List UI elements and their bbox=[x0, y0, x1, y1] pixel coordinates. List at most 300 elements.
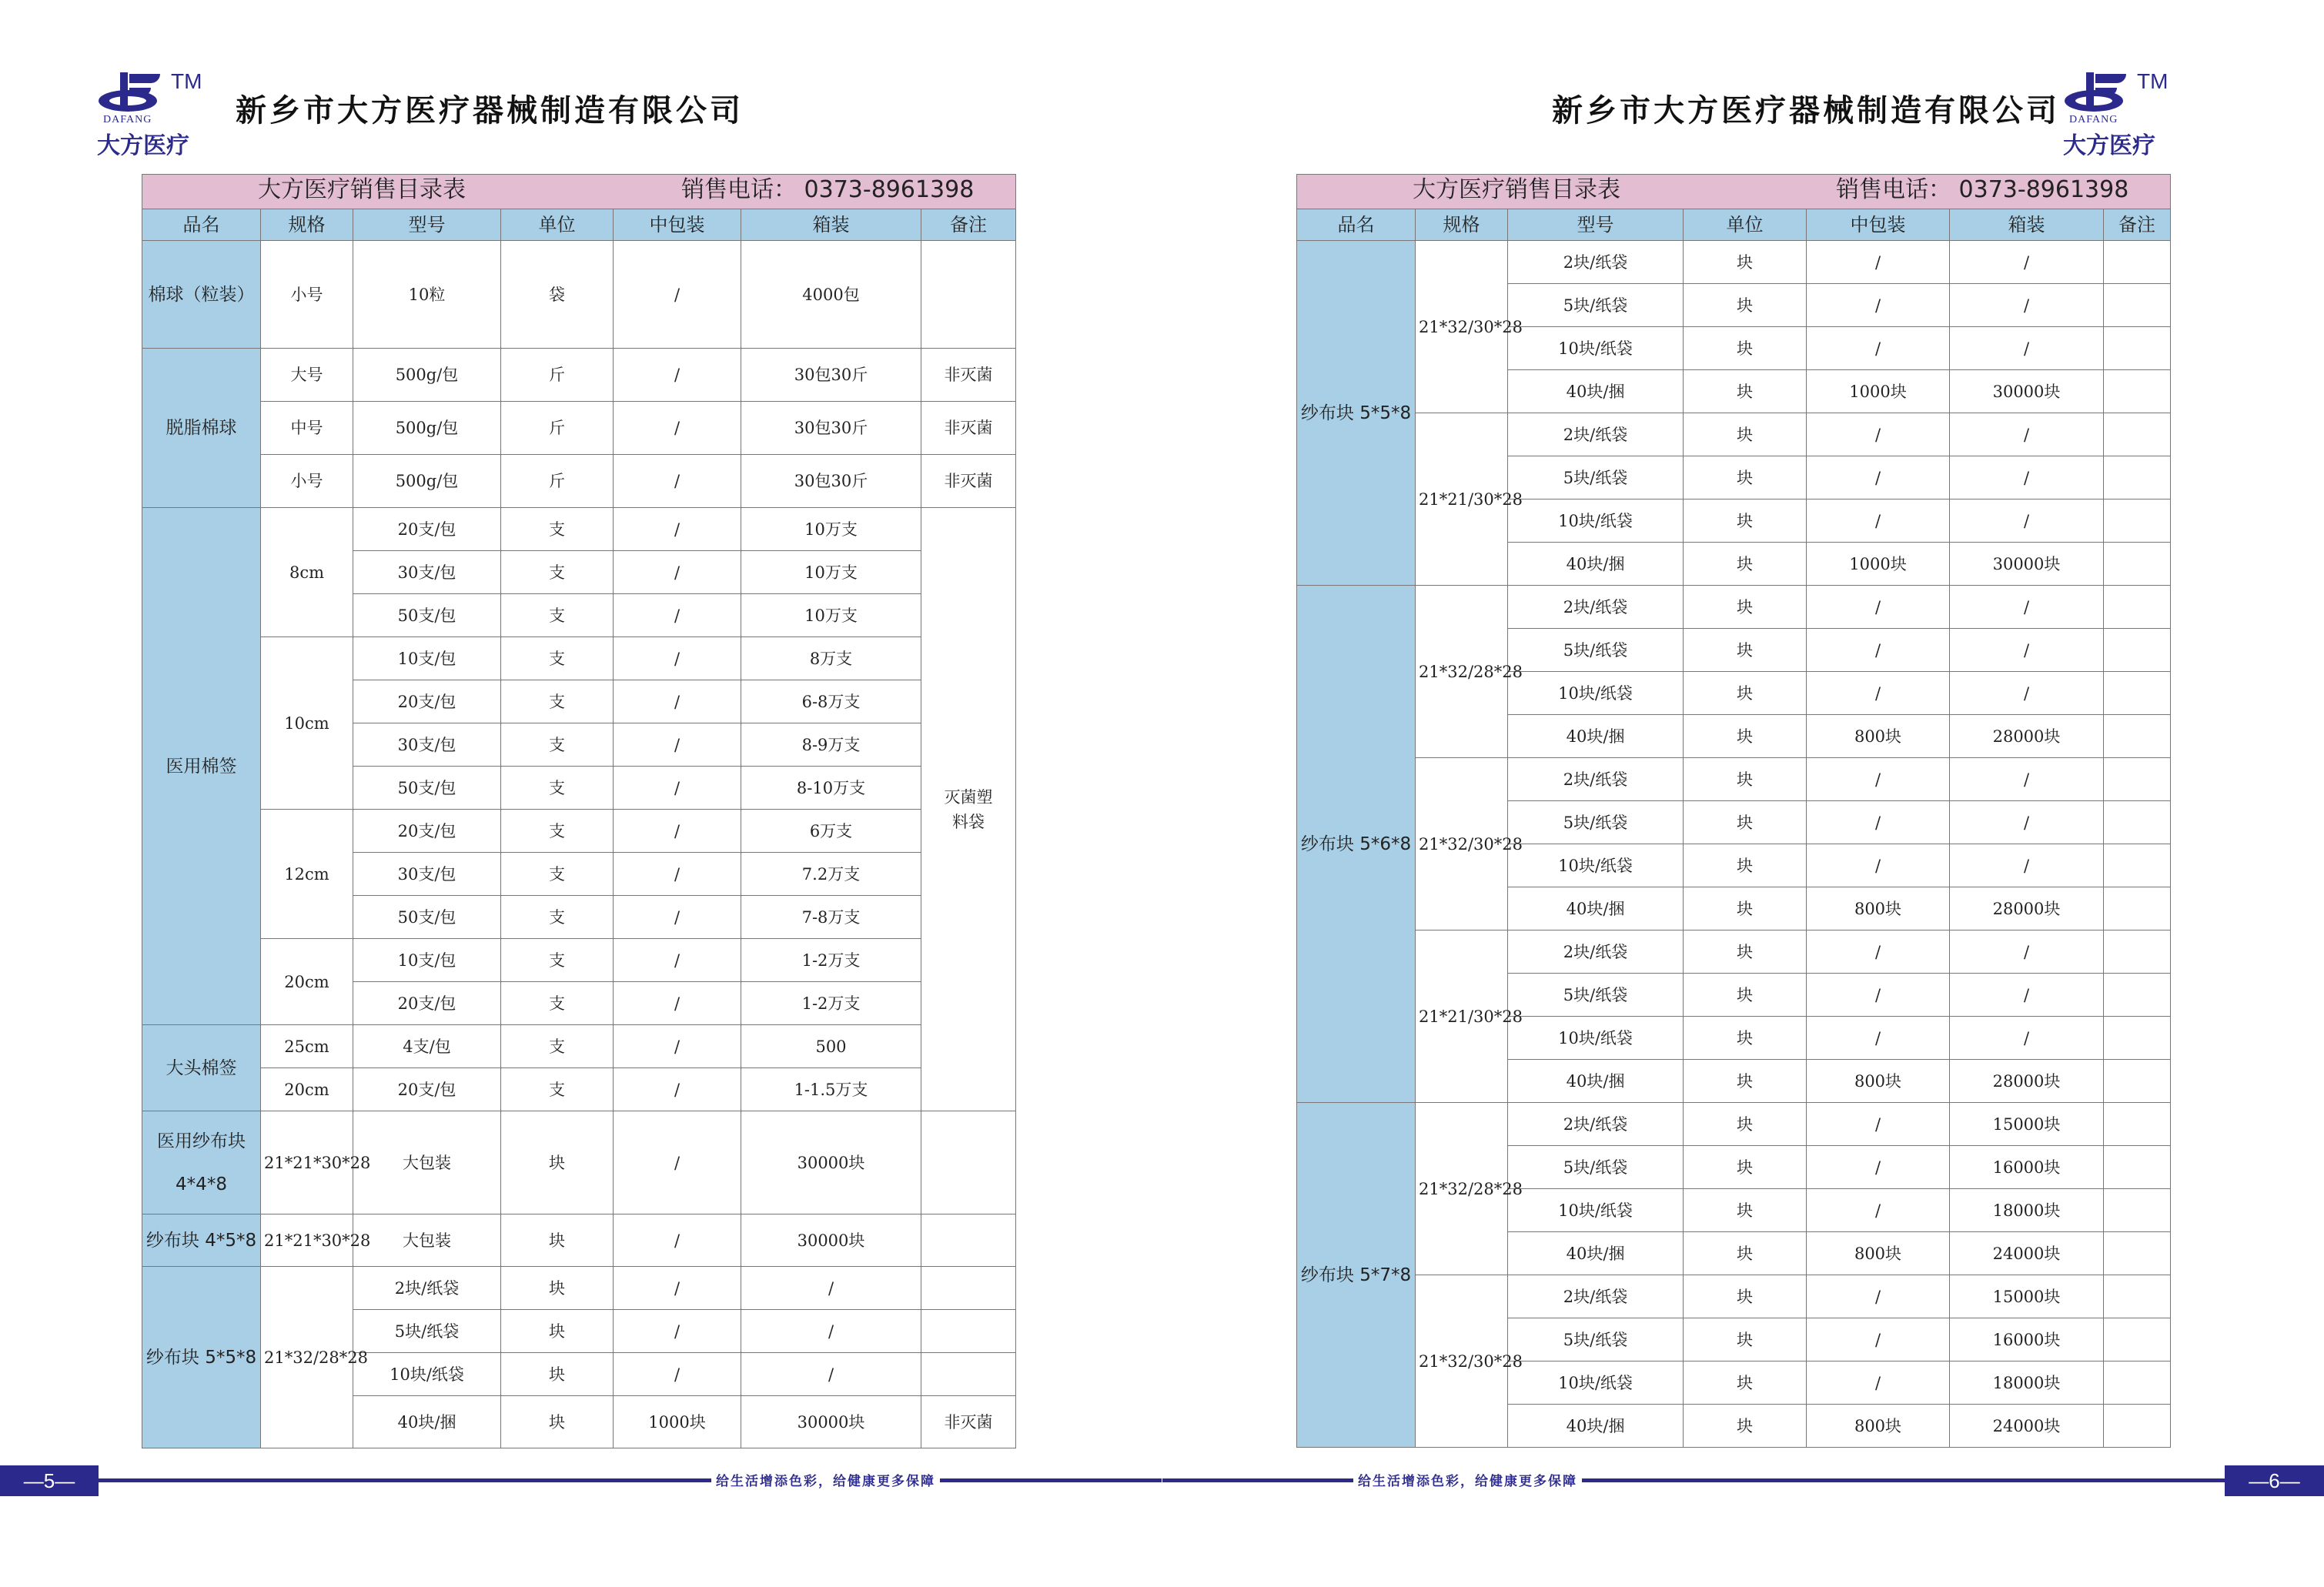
unit-cell: 袋 bbox=[501, 241, 614, 349]
carton-cell: 30000块 bbox=[741, 1396, 921, 1448]
inner-pack-cell: 800块 bbox=[1807, 1405, 1950, 1448]
remark-cell bbox=[2104, 586, 2171, 629]
company-logo bbox=[97, 66, 202, 159]
right-table-body bbox=[1297, 241, 2171, 1448]
carton-cell: / bbox=[1950, 413, 2104, 456]
model-cell: 20支/包 bbox=[353, 1068, 501, 1111]
trademark-label: TM bbox=[171, 69, 202, 93]
unit-cell: 块 bbox=[1684, 672, 1807, 715]
table-row bbox=[1297, 758, 2171, 801]
remark-cell bbox=[2104, 499, 2171, 543]
model-cell: 5块/纸袋 bbox=[1508, 974, 1684, 1017]
col-header: 型号 bbox=[1508, 209, 1684, 241]
carton-cell: / bbox=[1950, 499, 2104, 543]
model-cell: 2块/纸袋 bbox=[1508, 1103, 1684, 1146]
inner-pack-cell: / bbox=[614, 1214, 741, 1267]
table-row bbox=[1297, 930, 2171, 974]
carton-cell: 18000块 bbox=[1950, 1361, 2104, 1405]
inner-pack-cell: 800块 bbox=[1807, 1232, 1950, 1275]
col-header: 备注 bbox=[2104, 209, 2171, 241]
remark-cell bbox=[2104, 1189, 2171, 1232]
carton-cell: / bbox=[1950, 586, 2104, 629]
model-cell: 500g/包 bbox=[353, 349, 501, 402]
inner-pack-cell: / bbox=[1807, 801, 1950, 844]
carton-cell: 6万支 bbox=[741, 810, 921, 853]
spec-cell: 大号 bbox=[261, 349, 353, 402]
carton-cell: 30包30斤 bbox=[741, 402, 921, 455]
carton-cell: 30000块 bbox=[1950, 543, 2104, 586]
inner-pack-cell: / bbox=[614, 810, 741, 853]
unit-cell: 斤 bbox=[501, 349, 614, 402]
logo-chinese: 大方医疗 bbox=[97, 132, 189, 159]
unit-cell: 块 bbox=[1684, 844, 1807, 887]
unit-cell: 块 bbox=[1684, 586, 1807, 629]
inner-pack-cell: 1000块 bbox=[614, 1396, 741, 1448]
model-cell: 2块/纸袋 bbox=[1508, 758, 1684, 801]
model-cell: 5块/纸袋 bbox=[353, 1310, 501, 1353]
model-cell: 40块/捆 bbox=[1508, 370, 1684, 413]
unit-cell: 块 bbox=[1684, 758, 1807, 801]
carton-cell: / bbox=[1950, 930, 2104, 974]
col-header: 箱装 bbox=[741, 209, 921, 241]
model-cell: 10粒 bbox=[353, 241, 501, 349]
carton-cell: 6-8万支 bbox=[741, 680, 921, 723]
spec-cell: 21*21*30*28 bbox=[261, 1214, 353, 1267]
unit-cell: 支 bbox=[501, 810, 614, 853]
product-name: 棉球（粒装） bbox=[142, 241, 261, 349]
company-name: 新乡市大方医疗器械制造有限公司 bbox=[236, 93, 744, 129]
remark-cell: 非灭菌 bbox=[921, 1396, 1016, 1448]
table-row bbox=[1297, 586, 2171, 629]
carton-cell: / bbox=[1950, 327, 2104, 370]
sales-phone: 销售电话： 0373-8961398 bbox=[681, 176, 975, 203]
inner-pack-cell: / bbox=[614, 637, 741, 680]
inner-pack-cell: 800块 bbox=[1807, 1060, 1950, 1103]
carton-cell: / bbox=[741, 1310, 921, 1353]
spec-cell: 21*32/28*28 bbox=[1416, 1103, 1508, 1275]
model-cell: 40块/捆 bbox=[353, 1396, 501, 1448]
inner-pack-cell: / bbox=[614, 939, 741, 982]
inner-pack-cell: / bbox=[1807, 844, 1950, 887]
unit-cell: 块 bbox=[1684, 370, 1807, 413]
table-row bbox=[142, 1068, 1016, 1111]
unit-cell: 块 bbox=[1684, 930, 1807, 974]
spec-cell: 10cm bbox=[261, 637, 353, 810]
carton-cell: 10万支 bbox=[741, 594, 921, 637]
inner-pack-cell: / bbox=[614, 455, 741, 508]
remark-cell bbox=[2104, 1017, 2171, 1060]
model-cell: 40块/捆 bbox=[1508, 1232, 1684, 1275]
inner-pack-cell: / bbox=[614, 349, 741, 402]
remark-cell bbox=[2104, 930, 2171, 974]
carton-cell: 24000块 bbox=[1950, 1232, 2104, 1275]
table-title-row bbox=[1297, 175, 2171, 209]
unit-cell: 块 bbox=[501, 1353, 614, 1396]
unit-cell: 块 bbox=[1684, 1103, 1807, 1146]
carton-cell: 1-2万支 bbox=[741, 982, 921, 1025]
model-cell: 5块/纸袋 bbox=[1508, 801, 1684, 844]
spec-cell: 21*21*30*28 bbox=[261, 1111, 353, 1214]
model-cell: 大包装 bbox=[353, 1111, 501, 1214]
model-cell: 2块/纸袋 bbox=[1508, 241, 1684, 284]
remark-cell bbox=[2104, 456, 2171, 499]
model-cell: 5块/纸袋 bbox=[1508, 1318, 1684, 1361]
inner-pack-cell: / bbox=[614, 1111, 741, 1214]
spec-cell: 20cm bbox=[261, 1068, 353, 1111]
col-header: 品名 bbox=[1297, 209, 1416, 241]
table-header bbox=[142, 209, 1016, 241]
remark-cell bbox=[921, 241, 1016, 349]
carton-cell: / bbox=[741, 1267, 921, 1310]
dafang-logo-icon bbox=[97, 66, 174, 120]
model-cell: 5块/纸袋 bbox=[1508, 629, 1684, 672]
table-row bbox=[142, 241, 1016, 349]
carton-cell: 500 bbox=[741, 1025, 921, 1068]
inner-pack-cell: / bbox=[1807, 413, 1950, 456]
slogan: 给生活增添色彩，给健康更多保障 bbox=[711, 1470, 940, 1489]
carton-cell: 10万支 bbox=[741, 508, 921, 551]
inner-pack-cell: / bbox=[1807, 499, 1950, 543]
remark-cell: 非灭菌 bbox=[921, 455, 1016, 508]
unit-cell: 块 bbox=[1684, 284, 1807, 327]
table-row bbox=[142, 637, 1016, 680]
model-cell: 10支/包 bbox=[353, 939, 501, 982]
remark-cell bbox=[2104, 284, 2171, 327]
model-cell: 4支/包 bbox=[353, 1025, 501, 1068]
spec-cell: 21*32/30*28 bbox=[1416, 241, 1508, 413]
model-cell: 2块/纸袋 bbox=[1508, 586, 1684, 629]
table-row bbox=[1297, 241, 2171, 284]
unit-cell: 支 bbox=[501, 508, 614, 551]
inner-pack-cell: / bbox=[1807, 974, 1950, 1017]
model-cell: 5块/纸袋 bbox=[1508, 1146, 1684, 1189]
model-cell: 30支/包 bbox=[353, 551, 501, 594]
unit-cell: 斤 bbox=[501, 455, 614, 508]
carton-cell: 30000块 bbox=[741, 1111, 921, 1214]
model-cell: 50支/包 bbox=[353, 767, 501, 810]
carton-cell: / bbox=[741, 1353, 921, 1396]
model-cell: 2块/纸袋 bbox=[1508, 413, 1684, 456]
product-name: 纱布块 5*6*8 bbox=[1297, 586, 1416, 1103]
spec-cell: 21*32/28*28 bbox=[261, 1267, 353, 1448]
table-title: 大方医疗销售目录表 bbox=[1413, 176, 1620, 203]
remark-cell bbox=[2104, 1060, 2171, 1103]
carton-cell: 8-10万支 bbox=[741, 767, 921, 810]
col-header: 单位 bbox=[1684, 209, 1807, 241]
unit-cell: 块 bbox=[1684, 974, 1807, 1017]
unit-cell: 块 bbox=[1684, 629, 1807, 672]
inner-pack-cell: / bbox=[614, 853, 741, 896]
model-cell: 40块/捆 bbox=[1508, 887, 1684, 930]
unit-cell: 支 bbox=[501, 594, 614, 637]
inner-pack-cell: / bbox=[1807, 1361, 1950, 1405]
inner-pack-cell: / bbox=[1807, 1146, 1950, 1189]
unit-cell: 块 bbox=[1684, 801, 1807, 844]
unit-cell: 块 bbox=[501, 1310, 614, 1353]
spec-cell: 21*32/30*28 bbox=[1416, 1275, 1508, 1448]
remark-cell bbox=[2104, 1103, 2171, 1146]
spec-cell: 8cm bbox=[261, 508, 353, 637]
product-name: 纱布块 4*5*8 bbox=[142, 1214, 261, 1267]
carton-cell: / bbox=[1950, 758, 2104, 801]
unit-cell: 块 bbox=[1684, 1361, 1807, 1405]
inner-pack-cell: / bbox=[614, 241, 741, 349]
unit-cell: 块 bbox=[1684, 1232, 1807, 1275]
remark-cell bbox=[2104, 370, 2171, 413]
carton-cell: 8-9万支 bbox=[741, 723, 921, 767]
carton-cell: 8万支 bbox=[741, 637, 921, 680]
remark-cell: 非灭菌 bbox=[921, 349, 1016, 402]
unit-cell: 块 bbox=[1684, 1146, 1807, 1189]
catalog-table-left bbox=[142, 174, 1016, 1448]
inner-pack-cell: / bbox=[614, 1068, 741, 1111]
remark-cell bbox=[921, 1310, 1016, 1353]
table-row bbox=[142, 1214, 1016, 1267]
carton-cell: 15000块 bbox=[1950, 1103, 2104, 1146]
unit-cell: 块 bbox=[1684, 1060, 1807, 1103]
unit-cell: 块 bbox=[501, 1111, 614, 1214]
inner-pack-cell: / bbox=[614, 982, 741, 1025]
carton-cell: 7-8万支 bbox=[741, 896, 921, 939]
logo-english: DAFANG bbox=[2069, 114, 2118, 125]
spec-cell: 12cm bbox=[261, 810, 353, 939]
unit-cell: 块 bbox=[1684, 456, 1807, 499]
unit-cell: 支 bbox=[501, 767, 614, 810]
inner-pack-cell: / bbox=[1807, 930, 1950, 974]
model-cell: 10块/纸袋 bbox=[1508, 844, 1684, 887]
carton-cell: 15000块 bbox=[1950, 1275, 2104, 1318]
model-cell: 40块/捆 bbox=[1508, 543, 1684, 586]
carton-cell: / bbox=[1950, 1017, 2104, 1060]
col-header: 中包装 bbox=[1807, 209, 1950, 241]
model-cell: 10块/纸袋 bbox=[1508, 327, 1684, 370]
inner-pack-cell: 800块 bbox=[1807, 715, 1950, 758]
model-cell: 500g/包 bbox=[353, 402, 501, 455]
table-row bbox=[142, 1025, 1016, 1068]
model-cell: 40块/捆 bbox=[1508, 715, 1684, 758]
inner-pack-cell: / bbox=[1807, 327, 1950, 370]
remark-cell bbox=[2104, 241, 2171, 284]
remark-cell bbox=[921, 1111, 1016, 1214]
col-header: 规格 bbox=[261, 209, 353, 241]
model-cell: 2块/纸袋 bbox=[1508, 1275, 1684, 1318]
carton-cell: / bbox=[1950, 241, 2104, 284]
table-row bbox=[142, 508, 1016, 551]
model-cell: 500g/包 bbox=[353, 455, 501, 508]
remark-cell bbox=[2104, 1318, 2171, 1361]
remark-cell bbox=[921, 1353, 1016, 1396]
inner-pack-cell: / bbox=[614, 767, 741, 810]
carton-cell: 16000块 bbox=[1950, 1318, 2104, 1361]
col-header: 型号 bbox=[353, 209, 501, 241]
model-cell: 30支/包 bbox=[353, 723, 501, 767]
inner-pack-cell: / bbox=[1807, 586, 1950, 629]
carton-cell: 4000包 bbox=[741, 241, 921, 349]
table-row bbox=[142, 455, 1016, 508]
unit-cell: 支 bbox=[501, 1068, 614, 1111]
carton-cell: 30000块 bbox=[741, 1214, 921, 1267]
carton-cell: 28000块 bbox=[1950, 1060, 2104, 1103]
remark-cell bbox=[2104, 327, 2171, 370]
carton-cell: 30000块 bbox=[1950, 370, 2104, 413]
remark-cell bbox=[2104, 844, 2171, 887]
model-cell: 5块/纸袋 bbox=[1508, 284, 1684, 327]
model-cell: 10块/纸袋 bbox=[353, 1353, 501, 1396]
product-name: 纱布块 5*5*8 bbox=[142, 1267, 261, 1448]
remark-cell bbox=[921, 1267, 1016, 1310]
table-header bbox=[1297, 209, 2171, 241]
inner-pack-cell: / bbox=[1807, 1103, 1950, 1146]
spec-cell: 21*32/30*28 bbox=[1416, 758, 1508, 930]
unit-cell: 块 bbox=[1684, 1405, 1807, 1448]
page-number: —6— bbox=[2225, 1465, 2324, 1496]
remark-cell bbox=[2104, 758, 2171, 801]
unit-cell: 块 bbox=[501, 1267, 614, 1310]
remark-cell bbox=[2104, 1146, 2171, 1189]
carton-cell: 30包30斤 bbox=[741, 349, 921, 402]
inner-pack-cell: / bbox=[614, 1310, 741, 1353]
logo-english: DAFANG bbox=[103, 114, 152, 125]
remark-cell bbox=[2104, 413, 2171, 456]
remark-cell bbox=[2104, 974, 2171, 1017]
spec-cell: 小号 bbox=[261, 241, 353, 349]
col-header: 品名 bbox=[142, 209, 261, 241]
col-header: 箱装 bbox=[1950, 209, 2104, 241]
carton-cell: 28000块 bbox=[1950, 887, 2104, 930]
remark-cell bbox=[921, 1214, 1016, 1267]
unit-cell: 块 bbox=[1684, 327, 1807, 370]
model-cell: 大包装 bbox=[353, 1214, 501, 1267]
unit-cell: 支 bbox=[501, 853, 614, 896]
unit-cell: 块 bbox=[1684, 413, 1807, 456]
company-logo bbox=[2063, 66, 2169, 159]
model-cell: 20支/包 bbox=[353, 508, 501, 551]
unit-cell: 块 bbox=[1684, 887, 1807, 930]
spec-cell: 21*21/30*28 bbox=[1416, 930, 1508, 1103]
model-cell: 40块/捆 bbox=[1508, 1060, 1684, 1103]
inner-pack-cell: / bbox=[1807, 672, 1950, 715]
carton-cell: / bbox=[1950, 284, 2104, 327]
spec-cell: 小号 bbox=[261, 455, 353, 508]
product-name-line2: 4*4*8 bbox=[176, 1174, 227, 1194]
product-name: 脱脂棉球 bbox=[142, 349, 261, 508]
model-cell: 30支/包 bbox=[353, 853, 501, 896]
model-cell: 10块/纸袋 bbox=[1508, 1189, 1684, 1232]
spec-cell: 20cm bbox=[261, 939, 353, 1025]
table-row bbox=[1297, 1103, 2171, 1146]
remark-cell: 灭菌塑料袋 bbox=[921, 508, 1016, 1111]
inner-pack-cell: 800块 bbox=[1807, 887, 1950, 930]
model-cell: 20支/包 bbox=[353, 680, 501, 723]
model-cell: 50支/包 bbox=[353, 594, 501, 637]
model-cell: 10支/包 bbox=[353, 637, 501, 680]
table-row bbox=[142, 402, 1016, 455]
page-number: —5— bbox=[0, 1465, 99, 1496]
unit-cell: 块 bbox=[1684, 499, 1807, 543]
inner-pack-cell: / bbox=[614, 402, 741, 455]
company-name: 新乡市大方医疗器械制造有限公司 bbox=[1552, 93, 2060, 129]
inner-pack-cell: / bbox=[614, 594, 741, 637]
model-cell: 20支/包 bbox=[353, 982, 501, 1025]
carton-cell: / bbox=[1950, 456, 2104, 499]
trademark-label: TM bbox=[2137, 69, 2169, 93]
remark-cell bbox=[2104, 1361, 2171, 1405]
col-header: 中包装 bbox=[614, 209, 741, 241]
table-row bbox=[142, 349, 1016, 402]
model-cell: 10块/纸袋 bbox=[1508, 672, 1684, 715]
inner-pack-cell: / bbox=[1807, 1017, 1950, 1060]
carton-cell: / bbox=[1950, 801, 2104, 844]
col-header: 备注 bbox=[921, 209, 1016, 241]
remark-cell bbox=[2104, 887, 2171, 930]
remark-cell bbox=[2104, 629, 2171, 672]
inner-pack-cell: 1000块 bbox=[1807, 543, 1950, 586]
model-cell: 2块/纸袋 bbox=[353, 1267, 501, 1310]
inner-pack-cell: / bbox=[614, 680, 741, 723]
product-name: 大头棉签 bbox=[142, 1025, 261, 1111]
model-cell: 5块/纸袋 bbox=[1508, 456, 1684, 499]
table-row bbox=[142, 939, 1016, 982]
carton-cell: 7.2万支 bbox=[741, 853, 921, 896]
product-name: 医用棉签 bbox=[142, 508, 261, 1025]
inner-pack-cell: / bbox=[1807, 629, 1950, 672]
unit-cell: 块 bbox=[1684, 543, 1807, 586]
inner-pack-cell: / bbox=[1807, 241, 1950, 284]
model-cell: 10块/纸袋 bbox=[1508, 1017, 1684, 1060]
carton-cell: 30包30斤 bbox=[741, 455, 921, 508]
sales-phone: 销售电话： 0373-8961398 bbox=[1836, 176, 2129, 203]
unit-cell: 斤 bbox=[501, 402, 614, 455]
unit-cell: 支 bbox=[501, 939, 614, 982]
model-cell: 2块/纸袋 bbox=[1508, 930, 1684, 974]
table-row bbox=[142, 810, 1016, 853]
model-cell: 50支/包 bbox=[353, 896, 501, 939]
inner-pack-cell: / bbox=[1807, 1275, 1950, 1318]
unit-cell: 支 bbox=[501, 896, 614, 939]
slogan: 给生活增添色彩，给健康更多保障 bbox=[1353, 1470, 1582, 1489]
carton-cell: 10万支 bbox=[741, 551, 921, 594]
inner-pack-cell: / bbox=[1807, 284, 1950, 327]
table-row bbox=[1297, 413, 2171, 456]
remark-cell bbox=[2104, 672, 2171, 715]
unit-cell: 支 bbox=[501, 1025, 614, 1068]
product-name: 纱布块 5*5*8 bbox=[1297, 241, 1416, 586]
footer-rule bbox=[1162, 1478, 2225, 1482]
unit-cell: 块 bbox=[501, 1396, 614, 1448]
table-row bbox=[142, 1267, 1016, 1310]
model-cell: 10块/纸袋 bbox=[1508, 499, 1684, 543]
unit-cell: 块 bbox=[1684, 715, 1807, 758]
model-cell: 10块/纸袋 bbox=[1508, 1361, 1684, 1405]
unit-cell: 支 bbox=[501, 723, 614, 767]
model-cell: 20支/包 bbox=[353, 810, 501, 853]
remark-cell bbox=[2104, 715, 2171, 758]
product-name bbox=[142, 1111, 261, 1214]
carton-cell: 1-1.5万支 bbox=[741, 1068, 921, 1111]
carton-cell: 28000块 bbox=[1950, 715, 2104, 758]
unit-cell: 支 bbox=[501, 551, 614, 594]
inner-pack-cell: / bbox=[614, 551, 741, 594]
col-header: 规格 bbox=[1416, 209, 1508, 241]
spec-cell: 中号 bbox=[261, 402, 353, 455]
inner-pack-cell: / bbox=[1807, 1318, 1950, 1361]
unit-cell: 支 bbox=[501, 680, 614, 723]
unit-cell: 块 bbox=[1684, 1318, 1807, 1361]
carton-cell: / bbox=[1950, 672, 2104, 715]
inner-pack-cell: / bbox=[614, 723, 741, 767]
unit-cell: 块 bbox=[1684, 241, 1807, 284]
remark-cell bbox=[2104, 801, 2171, 844]
